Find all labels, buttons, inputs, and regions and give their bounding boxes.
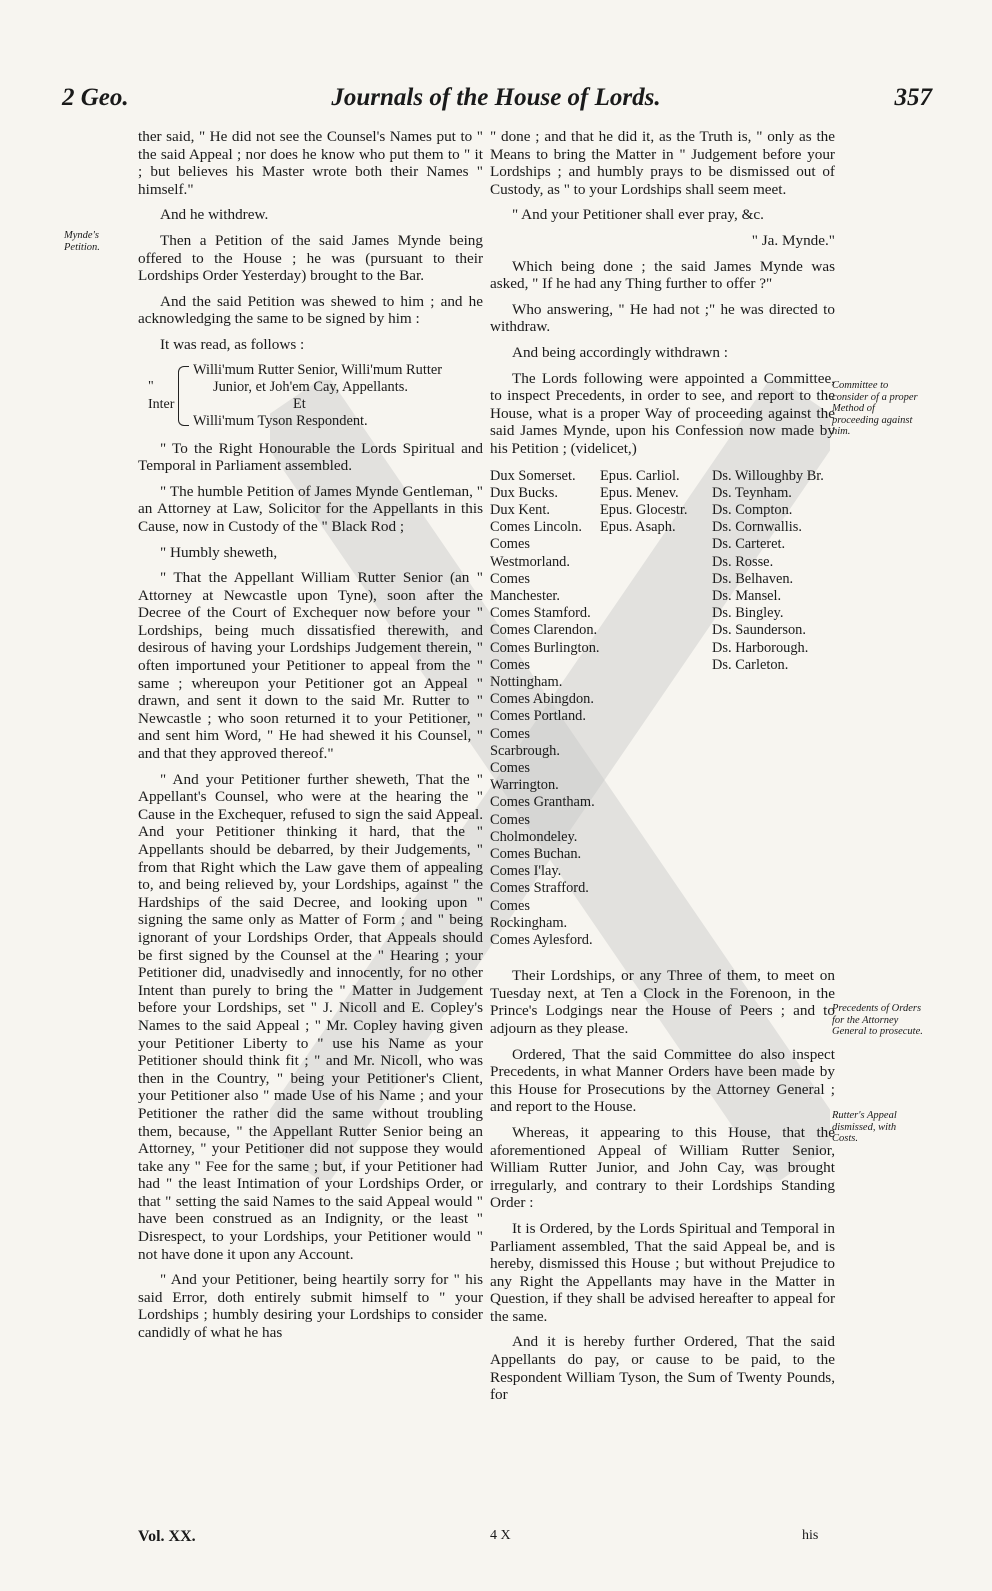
signature-mark: 4 X bbox=[490, 1528, 511, 1543]
paragraph: It was read, as follows : bbox=[160, 335, 305, 353]
left-column bbox=[138, 128, 483, 1350]
party-line: Et bbox=[293, 395, 306, 412]
lords-column-bishops bbox=[600, 468, 712, 950]
paragraph: " And your Petitioner, being heartily sorry for " his said Error, doth entirely submit himself to " your Lordships ; humbly desiring your Lordships to consider candidly of what he has bbox=[138, 1271, 483, 1342]
lord-name: Dux Bucks. bbox=[490, 484, 558, 501]
catchword: his bbox=[802, 1528, 819, 1543]
paragraph: " Humbly sheweth, bbox=[160, 543, 278, 561]
margin-note-mynde-petition: Mynde's Petition. bbox=[64, 230, 100, 253]
margin-note-precedents: Precedents of Orders for the Attorney General to prosecute. bbox=[832, 1003, 923, 1037]
paragraph: Ordered, That the said Committee do also inspect Precedents, in what Manner Orders have been made by this House for Prosecutions by the Attorney General ; and report to the House. bbox=[490, 1045, 835, 1116]
paragraph: Who answering, " He had not ;" he was directed to withdraw. bbox=[490, 300, 835, 336]
lords-column-dukes-earls bbox=[490, 468, 600, 950]
lord-name: Ds. Willoughby Br. bbox=[712, 467, 824, 484]
lord-name: Ds. Cornwallis. bbox=[712, 519, 802, 536]
lord-name: Comes Warrington. bbox=[490, 759, 559, 794]
lord-name: Ds. Mansel. bbox=[712, 587, 782, 604]
lord-name: Comes Rockingham. bbox=[490, 897, 568, 931]
lord-name: Comes Portland. bbox=[490, 708, 586, 725]
header-session: 2 Geo. bbox=[62, 84, 129, 111]
paragraph: " That the Appellant William Rutter Senior (an " Attorney at Newcastle upon Tyne), soon after the Decree of the Court of Exchequer now before your " Lordships, being much dissatisfied therewith, and desirous of having your Lordships Judgement therein, " often importuned your Petitioner to appeal from the " same ; whereupon your Petitioner got an Appeal " drawn, and sent it down to the said Mr. Rutter to " Newcastle ; who soon returned it to your Petitioner, " and sent him Word, " He had shewed it his Counsel, " and that they approved thereof." bbox=[138, 569, 483, 763]
paragraph: " To the Right Honourable the Lords Spiritual and Temporal in Parliament assembled. bbox=[138, 439, 483, 475]
lord-name: Comes Aylesford. bbox=[490, 931, 593, 948]
lord-name: Epus. Carliol. bbox=[600, 467, 680, 484]
lord-name: Comes Abingdon. bbox=[490, 691, 594, 708]
party-lines bbox=[193, 362, 442, 430]
party-line: Willi'mum Tyson Respondent. bbox=[193, 412, 368, 429]
lord-name: Comes Grantham. bbox=[490, 794, 595, 811]
lord-name: Comes Manchester. bbox=[490, 570, 560, 604]
lord-name: Ds. Rosse. bbox=[712, 553, 774, 570]
margin-note-rutter: Rutter's Appeal dismissed, with Costs. bbox=[832, 1110, 897, 1144]
committee-lords-list bbox=[490, 468, 835, 950]
margin-note-committee: Committee to consider of a proper Method of proceeding against him. bbox=[832, 380, 918, 437]
right-column bbox=[490, 128, 835, 1412]
petition-signature: " Ja. Mynde." bbox=[751, 231, 835, 249]
party-line: Willi'mum Rutter Senior, Willi'mum Rutter bbox=[193, 361, 443, 378]
lords-column-barons bbox=[712, 468, 832, 950]
case-parties bbox=[148, 362, 483, 430]
paragraph: And the said Petition was shewed to him ; and he acknowledging the same to be signed by him : bbox=[138, 292, 483, 328]
paragraph: It is Ordered, by the Lords Spiritual and Temporal in Parliament assembled, That the said Appeal be, and is hereby, dismissed this House ; but without Prejudice to any Right the Appellants may have in the Matter in Question, if they shall be advised hereafter to appeal for the same. bbox=[490, 1219, 835, 1325]
lord-name: Comes Burlington. bbox=[490, 639, 600, 656]
paragraph: " And your Petitioner shall ever pray, &c. bbox=[512, 206, 764, 224]
paragraph: Which being done ; the said James Mynde was asked, " If he had any Thing further to offer ?" bbox=[490, 257, 835, 293]
lord-name: Ds. Saunderson. bbox=[712, 622, 806, 639]
lord-name: Comes Westmorland. bbox=[490, 536, 570, 570]
paragraph: " And your Petitioner further sheweth, That the " Appellant's Counsel, who were at the hearing the " Cause in the Exchequer, refused to sign the said Appeal. And your Petitioner thinking it hard, that the " Appellants should be debarred, by their Judgements, " from that Right which the Law gave them of appealing to, and being relieved by, your Lordships, against " the Hardships of the said Decree, and looking upon " signing the same only as Matter of Form ; and " being ignorant of your Lordships Order, that Appeals should be first signed by the Counsel at the " Hearing ; your Petitioner did, unadvisedly and innocently, for no other Intent than purely to bring the " Matter in Judgement before your Lordships, set " J. Nicoll and E. Copley's Names to the said Appeal ; " Mr. Copley having given your Petitioner Liberty to " use his Name as your Petitioner should think fit ; " and Mr. Nicoll, who was then in the Country, " being your Petitioner's Client, your Petitioner also " made Use of his Name ; and your Petitioner the rather did the same without troubling them, because, " the Appellant Rutter Senior being an Attorney, " your Petitioner did not suppose they would take any " Fee for the same ; but, if your Petitioner had had " the least Intimation of your Lordships Order, or that " setting the said Names to the said Appeal would " have been construed as an Indignity, or the least " Disrespect, to your Lordships, your Petitioner would " not have done it upon any Account. bbox=[138, 770, 483, 1263]
lord-name: Epus. Menev. bbox=[600, 484, 679, 501]
lord-name: Ds. Teynham. bbox=[712, 484, 792, 501]
lord-name: Ds. Bingley. bbox=[712, 605, 784, 622]
lord-name: Comes Buchan. bbox=[490, 845, 582, 862]
paragraph: And being accordingly withdrawn : bbox=[512, 343, 728, 361]
lord-name: Ds. Belhaven. bbox=[712, 570, 794, 587]
paragraph: ther said, " He did not see the Counsel's Names put to " the said Appeal ; nor does he know who put them to " it ; but believes his Master wrote both their Names " himself." bbox=[138, 128, 483, 198]
lord-name: Ds. Carteret. bbox=[712, 536, 786, 553]
lord-name: Ds. Compton. bbox=[712, 501, 793, 518]
lord-name: Ds. Carleton. bbox=[712, 656, 789, 673]
lord-name: Comes Clarendon. bbox=[490, 622, 598, 639]
paragraph: Their Lordships, or any Three of them, to meet on Tuesday next, at Ten a Clock in the Forenoon, in the Prince's Lodgings near the House of Peers ; and to adjourn as they please. bbox=[490, 967, 835, 1037]
lord-name: Comes I'lay. bbox=[490, 863, 562, 880]
party-line: Junior, et Joh'em Cay, Appellants. bbox=[213, 378, 408, 395]
inter-label: " Inter bbox=[148, 378, 175, 412]
lord-name: Comes Strafford. bbox=[490, 880, 589, 897]
paragraph: " done ; and that he did it, as the Truth is, " only as the Means to bring the Matter in " Judgement before your Lordships ; and humbly prays to be dismissed out of Custody, as " to your Lordships shall seem meet. bbox=[490, 128, 835, 198]
lord-name: Comes Stamford. bbox=[490, 605, 591, 622]
paragraph: Whereas, it appearing to this House, that the aforementioned Appeal of William Rutter Senior, William Rutter Junior, and John Cay, was brought irregularly, and contrary to their Lordships Standing Order : bbox=[490, 1123, 835, 1212]
header-title: Journals of the House of Lords. bbox=[331, 84, 661, 111]
paragraph: And it is hereby further Ordered, That the said Appellants do pay, or cause to be paid, to the Respondent William Tyson, the Sum of Twenty Pounds, for bbox=[490, 1333, 835, 1404]
paragraph: " The humble Petition of James Mynde Gentleman, " an Attorney at Law, Solicitor for the Appellants in this Cause, now in Custody of the " Black Rod ; bbox=[138, 482, 483, 535]
lord-name: Comes Cholmondeley. bbox=[490, 811, 578, 845]
paragraph: And he withdrew. bbox=[160, 206, 269, 224]
paragraph: Then a Petition of the said James Mynde being offered to the House ; he was (pursuant to their Lordships Order Yesterday) brought to the Bar. bbox=[138, 231, 483, 285]
volume-label: Vol. XX. bbox=[138, 1528, 196, 1545]
page-number: 357 bbox=[894, 84, 932, 111]
lord-name: Ds. Harborough. bbox=[712, 639, 809, 656]
lord-name: Epus. Asaph. bbox=[600, 519, 676, 536]
lord-name: Dux Kent. bbox=[490, 501, 550, 518]
lord-name: Comes Nottingham. bbox=[490, 656, 563, 690]
lord-name: Comes Scarbrough. bbox=[490, 725, 560, 759]
paragraph: The Lords following were appointed a Committee, to inspect Precedents, in order to see, and report to the House, what is a proper Way of proceeding against the said James Mynde, upon his Confession now made by his Petition ; (videlicet,) bbox=[490, 369, 835, 457]
lord-name: Comes Lincoln. bbox=[490, 519, 582, 536]
lord-name: Epus. Glocestr. bbox=[600, 501, 688, 518]
lord-name: Dux Somerset. bbox=[490, 467, 576, 484]
brace bbox=[178, 366, 189, 426]
